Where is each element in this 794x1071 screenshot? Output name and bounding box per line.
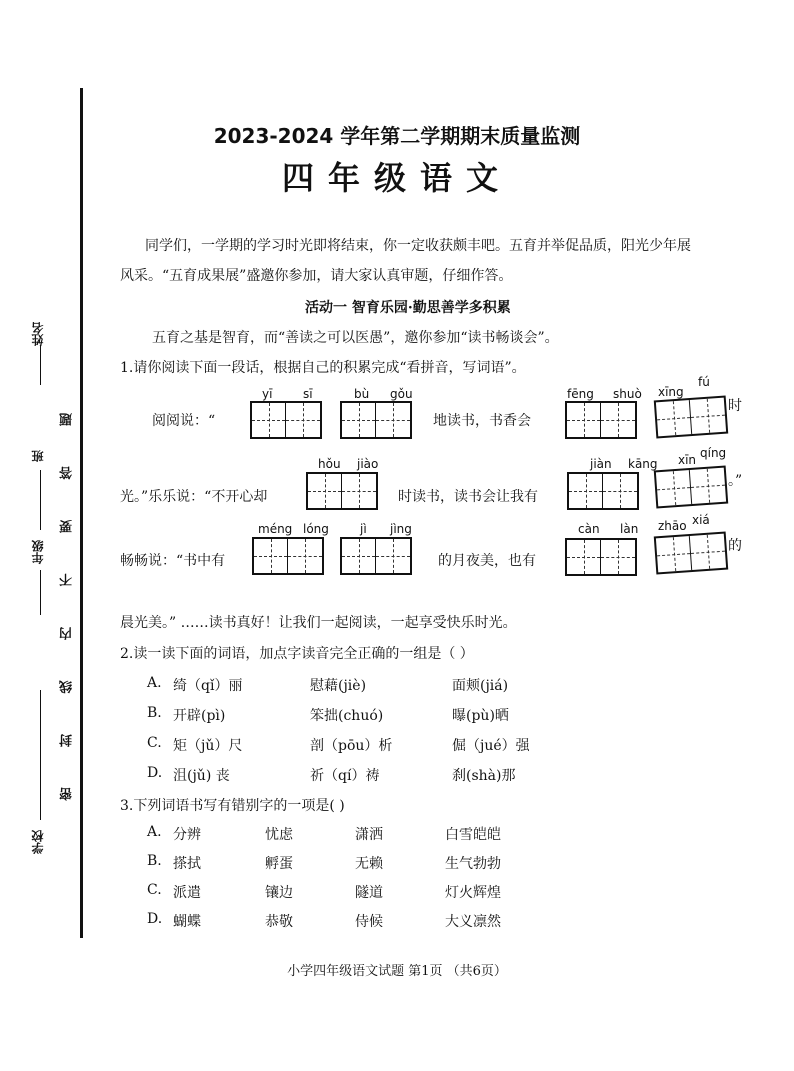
q3-option-word: 潇洒: [355, 827, 383, 843]
q2-option-word: 曝(pù)晒: [452, 708, 509, 724]
q3-option-word: 忧虑: [265, 827, 293, 843]
answer-grid[interactable]: [306, 472, 378, 510]
q2-option-word: 开辟(pì): [173, 708, 226, 724]
q3-option-word: 白雪皑皑: [445, 827, 501, 843]
answer-grid[interactable]: [340, 401, 412, 439]
q2-option-word: 矩（jǔ）尺: [173, 738, 243, 754]
q2-option-word: 刹(shà)那: [452, 768, 516, 784]
q2-option-word: 笨拙(chuó): [310, 708, 384, 724]
q2-option-word: 沮(jǔ) 丧: [173, 768, 230, 784]
exam-title: 2023-2024 学年第二学期期末质量监测: [213, 124, 581, 148]
pinyin: sī: [303, 387, 313, 401]
pinyin: fēng: [567, 387, 594, 401]
pinyin: bù: [354, 387, 370, 401]
pinyin: kāng: [628, 457, 658, 471]
pinyin: jì: [360, 522, 367, 536]
pinyin: qíng: [700, 446, 727, 460]
pinyin: lóng: [303, 522, 329, 536]
school-label: 学校: [31, 830, 45, 854]
q1-seg-h: 的月夜美，也有: [438, 553, 536, 569]
answer-grid[interactable]: [565, 401, 637, 439]
grade-label: 年级: [31, 540, 45, 564]
pinyin: xīng: [658, 385, 684, 399]
q1-seg-d: 光。”乐乐说：“不开心却: [120, 489, 268, 505]
grade-blank[interactable]: [40, 570, 41, 615]
q1-seg-f: 。”: [728, 473, 743, 489]
q2-option-letter: A.: [147, 675, 162, 691]
q3-option-letter: C.: [147, 882, 162, 898]
q3-option-word: 分辨: [173, 827, 201, 843]
pinyin: hǒu: [318, 457, 341, 471]
answer-grid[interactable]: [567, 472, 639, 510]
q1-seg-j: 晨光美。” ……读书真好！让我们一起阅读，一起享受快乐时光。: [120, 615, 517, 631]
pinyin: càn: [578, 522, 600, 536]
q3-prompt: 3.下列词语书写有错别字的一项是( ): [120, 798, 345, 814]
q3-option-word: 搽拭: [173, 856, 201, 872]
q1-seg-b: 地读书，书香会: [433, 413, 531, 429]
q3-option-word: 生气勃勃: [445, 856, 501, 872]
q2-option-word: 剖（pōu）析: [310, 738, 393, 754]
q3-option-letter: B.: [147, 853, 162, 869]
answer-grid[interactable]: [654, 396, 728, 439]
q1-seg-c: 时: [728, 398, 742, 414]
q2-option-letter: D.: [147, 765, 163, 781]
q3-option-word: 灯火辉煌: [445, 885, 501, 901]
pinyin: xiá: [692, 513, 710, 527]
q2-option-word: 祈（qí）祷: [310, 768, 380, 784]
q3-option-word: 孵蛋: [265, 856, 293, 872]
q3-option-word: 恭敬: [265, 914, 293, 930]
answer-grid[interactable]: [252, 537, 324, 575]
binding-line: [80, 88, 83, 938]
q1-seg-a: 阅阅说：“: [152, 413, 216, 429]
q1-seg-g: 畅畅说：“书中有: [120, 553, 226, 569]
q3-option-word: 无赖: [355, 856, 383, 872]
q3-option-word: 隧道: [355, 885, 383, 901]
q2-option-letter: C.: [147, 735, 162, 751]
q3-option-word: 蝴蝶: [173, 914, 201, 930]
class-blank[interactable]: [40, 470, 41, 530]
intro-line-1: 同学们，一学期的学习时光即将结束，你一定收获颇丰吧。五育并举促品质，阳光少年展: [145, 238, 691, 254]
q2-option-letter: B.: [147, 705, 162, 721]
pinyin: méng: [258, 522, 293, 536]
name-blank[interactable]: [40, 345, 41, 385]
seal-notice: 密 封 线 内 不 要 答 题: [60, 395, 75, 801]
q2-option-word: 绮（qǐ）丽: [173, 678, 243, 694]
answer-grid[interactable]: [565, 538, 637, 576]
subject-title: 四年级语文: [281, 159, 512, 197]
q3-option-word: 大义凛然: [445, 914, 501, 930]
intro-line-2: 风采。“五育成果展”盛邀你参加，请大家认真审题，仔细作答。: [120, 268, 513, 284]
pinyin: xīn: [678, 453, 697, 467]
q3-option-word: 派遣: [173, 885, 201, 901]
pinyin: shuò: [613, 387, 642, 401]
q3-option-letter: A.: [147, 824, 162, 840]
answer-grid[interactable]: [340, 537, 412, 575]
name-label: 姓名: [31, 322, 45, 346]
pinyin: làn: [620, 522, 639, 536]
activity-heading: 活动一 智育乐园·勤思善学多积累: [305, 300, 511, 316]
answer-grid[interactable]: [654, 466, 728, 509]
pinyin: jìng: [390, 522, 412, 536]
q1-seg-e: 时读书，读书会让我有: [398, 489, 538, 505]
answer-grid[interactable]: [654, 532, 728, 575]
q1-seg-i: 的: [728, 538, 742, 554]
pinyin: yī: [262, 387, 273, 401]
page-footer: 小学四年级语文试题 第1页 （共6页）: [287, 964, 507, 979]
pinyin: gǒu: [390, 387, 413, 401]
q2-option-word: 面颊(jiá): [452, 678, 509, 694]
pinyin: jiàn: [590, 457, 612, 471]
q2-option-word: 倔（jué）强: [452, 738, 530, 754]
q3-option-word: 侍候: [355, 914, 383, 930]
activity-lead: 五育之基是智育，而“善读之可以医愚”，邀你参加“读书畅谈会”。: [152, 330, 559, 346]
school-blank[interactable]: [40, 690, 41, 820]
pinyin: zhāo: [658, 519, 687, 533]
q3-option-letter: D.: [147, 911, 163, 927]
class-label: 班: [31, 450, 45, 462]
pinyin: fú: [698, 375, 710, 389]
q2-prompt: 2.读一读下面的词语，加点字读音完全正确的一组是（ ）: [120, 646, 474, 662]
q1-prompt: 1.请你阅读下面一段话，根据自己的积累完成“看拼音，写词语”。: [120, 360, 526, 376]
q2-option-word: 慰藉(jiè): [310, 678, 367, 694]
answer-grid[interactable]: [250, 401, 322, 439]
q3-option-word: 镶边: [265, 885, 293, 901]
pinyin: jiào: [357, 457, 379, 471]
